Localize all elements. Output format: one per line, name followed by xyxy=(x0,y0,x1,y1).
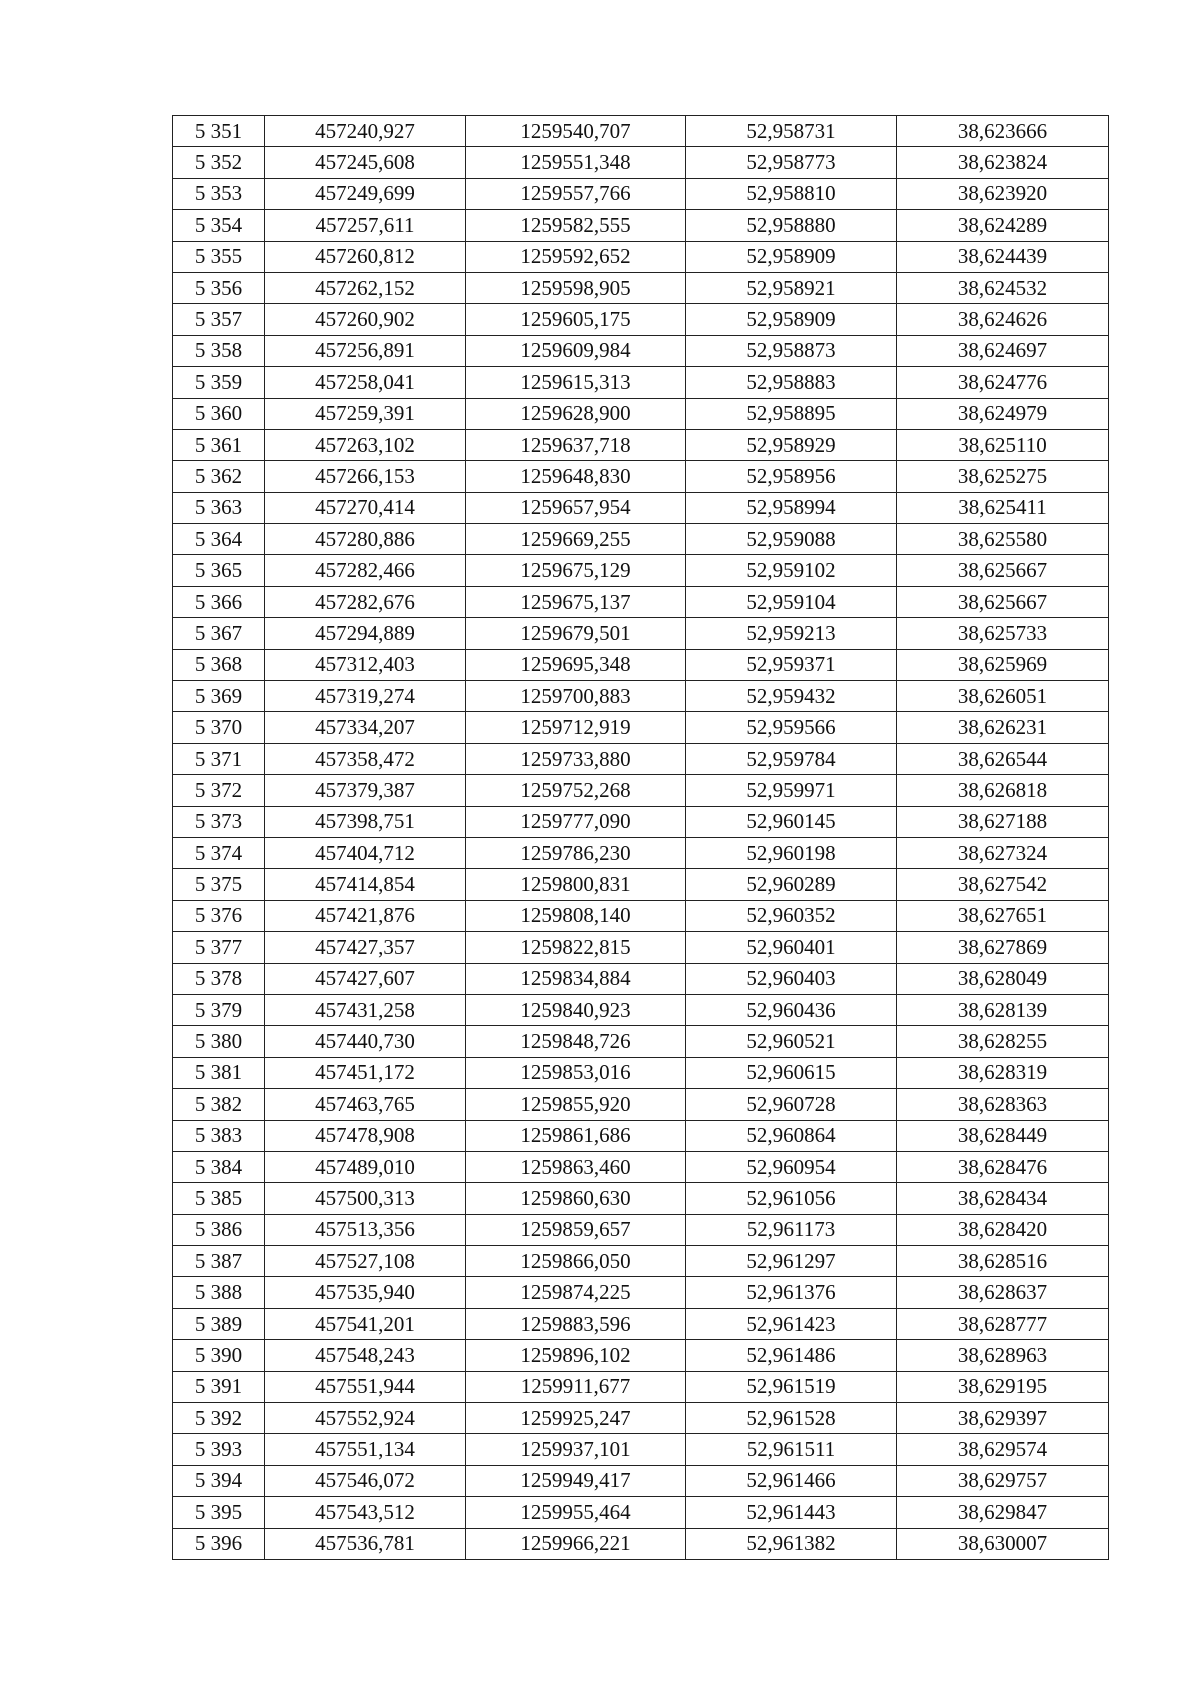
y-coordinate-cell: 1259834,884 xyxy=(466,963,686,994)
x-coordinate-cell: 457245,608 xyxy=(265,147,466,178)
longitude-cell: 38,630007 xyxy=(897,1528,1109,1559)
point-number-cell: 5 395 xyxy=(173,1497,265,1528)
point-number-cell: 5 362 xyxy=(173,461,265,492)
y-coordinate-cell: 1259615,313 xyxy=(466,367,686,398)
table-row xyxy=(173,1434,1109,1465)
y-coordinate-cell: 1259866,050 xyxy=(466,1246,686,1277)
longitude-cell: 38,623666 xyxy=(897,116,1109,147)
table-row xyxy=(173,681,1109,712)
longitude-cell: 38,628516 xyxy=(897,1246,1109,1277)
table-row xyxy=(173,555,1109,586)
y-coordinate-cell: 1259551,348 xyxy=(466,147,686,178)
point-number-cell: 5 388 xyxy=(173,1277,265,1308)
longitude-cell: 38,628434 xyxy=(897,1183,1109,1214)
latitude-cell: 52,959371 xyxy=(686,649,897,680)
longitude-cell: 38,626544 xyxy=(897,743,1109,774)
point-number-cell: 5 366 xyxy=(173,586,265,617)
y-coordinate-cell: 1259855,920 xyxy=(466,1089,686,1120)
y-coordinate-cell: 1259808,140 xyxy=(466,900,686,931)
table-row xyxy=(173,1465,1109,1496)
x-coordinate-cell: 457440,730 xyxy=(265,1026,466,1057)
latitude-cell: 52,961056 xyxy=(686,1183,897,1214)
latitude-cell: 52,958929 xyxy=(686,429,897,460)
table-row xyxy=(173,1120,1109,1151)
longitude-cell: 38,627651 xyxy=(897,900,1109,931)
latitude-cell: 52,958895 xyxy=(686,398,897,429)
table-row xyxy=(173,524,1109,555)
y-coordinate-cell: 1259557,766 xyxy=(466,178,686,209)
point-number-cell: 5 363 xyxy=(173,492,265,523)
y-coordinate-cell: 1259582,555 xyxy=(466,210,686,241)
y-coordinate-cell: 1259863,460 xyxy=(466,1151,686,1182)
y-coordinate-cell: 1259822,815 xyxy=(466,932,686,963)
table-row xyxy=(173,869,1109,900)
latitude-cell: 52,960403 xyxy=(686,963,897,994)
y-coordinate-cell: 1259861,686 xyxy=(466,1120,686,1151)
table-row xyxy=(173,806,1109,837)
latitude-cell: 52,960864 xyxy=(686,1120,897,1151)
x-coordinate-cell: 457263,102 xyxy=(265,429,466,460)
table-row xyxy=(173,649,1109,680)
y-coordinate-cell: 1259733,880 xyxy=(466,743,686,774)
table-row xyxy=(173,1371,1109,1402)
y-coordinate-cell: 1259679,501 xyxy=(466,618,686,649)
x-coordinate-cell: 457257,611 xyxy=(265,210,466,241)
point-number-cell: 5 367 xyxy=(173,618,265,649)
latitude-cell: 52,958921 xyxy=(686,272,897,303)
longitude-cell: 38,627188 xyxy=(897,806,1109,837)
x-coordinate-cell: 457551,134 xyxy=(265,1434,466,1465)
table-row xyxy=(173,367,1109,398)
x-coordinate-cell: 457427,357 xyxy=(265,932,466,963)
longitude-cell: 38,628476 xyxy=(897,1151,1109,1182)
point-number-cell: 5 351 xyxy=(173,116,265,147)
table-row xyxy=(173,775,1109,806)
y-coordinate-cell: 1259937,101 xyxy=(466,1434,686,1465)
x-coordinate-cell: 457256,891 xyxy=(265,335,466,366)
longitude-cell: 38,625110 xyxy=(897,429,1109,460)
longitude-cell: 38,625969 xyxy=(897,649,1109,680)
table-row xyxy=(173,1528,1109,1559)
x-coordinate-cell: 457280,886 xyxy=(265,524,466,555)
latitude-cell: 52,961466 xyxy=(686,1465,897,1496)
x-coordinate-cell: 457478,908 xyxy=(265,1120,466,1151)
table-row xyxy=(173,712,1109,743)
y-coordinate-cell: 1259628,900 xyxy=(466,398,686,429)
latitude-cell: 52,960401 xyxy=(686,932,897,963)
point-number-cell: 5 352 xyxy=(173,147,265,178)
latitude-cell: 52,958956 xyxy=(686,461,897,492)
latitude-cell: 52,958880 xyxy=(686,210,897,241)
point-number-cell: 5 393 xyxy=(173,1434,265,1465)
point-number-cell: 5 390 xyxy=(173,1340,265,1371)
latitude-cell: 52,961382 xyxy=(686,1528,897,1559)
x-coordinate-cell: 457541,201 xyxy=(265,1308,466,1339)
x-coordinate-cell: 457319,274 xyxy=(265,681,466,712)
y-coordinate-cell: 1259777,090 xyxy=(466,806,686,837)
latitude-cell: 52,958994 xyxy=(686,492,897,523)
table-row xyxy=(173,241,1109,272)
x-coordinate-cell: 457414,854 xyxy=(265,869,466,900)
y-coordinate-cell: 1259949,417 xyxy=(466,1465,686,1496)
latitude-cell: 52,961297 xyxy=(686,1246,897,1277)
latitude-cell: 52,960728 xyxy=(686,1089,897,1120)
longitude-cell: 38,628255 xyxy=(897,1026,1109,1057)
longitude-cell: 38,629574 xyxy=(897,1434,1109,1465)
table-row xyxy=(173,1057,1109,1088)
x-coordinate-cell: 457535,940 xyxy=(265,1277,466,1308)
point-number-cell: 5 386 xyxy=(173,1214,265,1245)
longitude-cell: 38,627542 xyxy=(897,869,1109,900)
x-coordinate-cell: 457334,207 xyxy=(265,712,466,743)
longitude-cell: 38,627324 xyxy=(897,837,1109,868)
table-row xyxy=(173,1246,1109,1277)
point-number-cell: 5 375 xyxy=(173,869,265,900)
point-number-cell: 5 353 xyxy=(173,178,265,209)
x-coordinate-cell: 457421,876 xyxy=(265,900,466,931)
x-coordinate-cell: 457404,712 xyxy=(265,837,466,868)
longitude-cell: 38,628420 xyxy=(897,1214,1109,1245)
point-number-cell: 5 396 xyxy=(173,1528,265,1559)
table-row xyxy=(173,1214,1109,1245)
table-row xyxy=(173,429,1109,460)
y-coordinate-cell: 1259911,677 xyxy=(466,1371,686,1402)
y-coordinate-cell: 1259883,596 xyxy=(466,1308,686,1339)
latitude-cell: 52,960954 xyxy=(686,1151,897,1182)
point-number-cell: 5 365 xyxy=(173,555,265,586)
x-coordinate-cell: 457249,699 xyxy=(265,178,466,209)
latitude-cell: 52,958873 xyxy=(686,335,897,366)
table-row xyxy=(173,116,1109,147)
x-coordinate-cell: 457312,403 xyxy=(265,649,466,680)
point-number-cell: 5 360 xyxy=(173,398,265,429)
longitude-cell: 38,625667 xyxy=(897,555,1109,586)
longitude-cell: 38,624626 xyxy=(897,304,1109,335)
longitude-cell: 38,624289 xyxy=(897,210,1109,241)
latitude-cell: 52,959213 xyxy=(686,618,897,649)
point-number-cell: 5 357 xyxy=(173,304,265,335)
point-number-cell: 5 376 xyxy=(173,900,265,931)
latitude-cell: 52,961486 xyxy=(686,1340,897,1371)
longitude-cell: 38,626818 xyxy=(897,775,1109,806)
x-coordinate-cell: 457260,812 xyxy=(265,241,466,272)
x-coordinate-cell: 457489,010 xyxy=(265,1151,466,1182)
point-number-cell: 5 394 xyxy=(173,1465,265,1496)
longitude-cell: 38,629757 xyxy=(897,1465,1109,1496)
coordinates-table xyxy=(172,115,1109,1560)
y-coordinate-cell: 1259540,707 xyxy=(466,116,686,147)
table-row xyxy=(173,1151,1109,1182)
y-coordinate-cell: 1259657,954 xyxy=(466,492,686,523)
point-number-cell: 5 384 xyxy=(173,1151,265,1182)
longitude-cell: 38,625733 xyxy=(897,618,1109,649)
point-number-cell: 5 391 xyxy=(173,1371,265,1402)
x-coordinate-cell: 457259,391 xyxy=(265,398,466,429)
y-coordinate-cell: 1259605,175 xyxy=(466,304,686,335)
y-coordinate-cell: 1259800,831 xyxy=(466,869,686,900)
y-coordinate-cell: 1259675,137 xyxy=(466,586,686,617)
x-coordinate-cell: 457398,751 xyxy=(265,806,466,837)
longitude-cell: 38,624979 xyxy=(897,398,1109,429)
longitude-cell: 38,624776 xyxy=(897,367,1109,398)
y-coordinate-cell: 1259700,883 xyxy=(466,681,686,712)
x-coordinate-cell: 457463,765 xyxy=(265,1089,466,1120)
point-number-cell: 5 361 xyxy=(173,429,265,460)
latitude-cell: 52,958883 xyxy=(686,367,897,398)
table-row xyxy=(173,837,1109,868)
longitude-cell: 38,624439 xyxy=(897,241,1109,272)
y-coordinate-cell: 1259712,919 xyxy=(466,712,686,743)
y-coordinate-cell: 1259609,984 xyxy=(466,335,686,366)
longitude-cell: 38,628777 xyxy=(897,1308,1109,1339)
latitude-cell: 52,958810 xyxy=(686,178,897,209)
y-coordinate-cell: 1259860,630 xyxy=(466,1183,686,1214)
latitude-cell: 52,960615 xyxy=(686,1057,897,1088)
y-coordinate-cell: 1259669,255 xyxy=(466,524,686,555)
latitude-cell: 52,959971 xyxy=(686,775,897,806)
latitude-cell: 52,961443 xyxy=(686,1497,897,1528)
longitude-cell: 38,624532 xyxy=(897,272,1109,303)
longitude-cell: 38,629195 xyxy=(897,1371,1109,1402)
x-coordinate-cell: 457551,944 xyxy=(265,1371,466,1402)
latitude-cell: 52,960145 xyxy=(686,806,897,837)
longitude-cell: 38,625275 xyxy=(897,461,1109,492)
table-row xyxy=(173,398,1109,429)
table-row xyxy=(173,586,1109,617)
table-row xyxy=(173,147,1109,178)
point-number-cell: 5 369 xyxy=(173,681,265,712)
latitude-cell: 52,961173 xyxy=(686,1214,897,1245)
latitude-cell: 52,960436 xyxy=(686,994,897,1025)
latitude-cell: 52,959566 xyxy=(686,712,897,743)
point-number-cell: 5 382 xyxy=(173,1089,265,1120)
point-number-cell: 5 358 xyxy=(173,335,265,366)
longitude-cell: 38,628139 xyxy=(897,994,1109,1025)
y-coordinate-cell: 1259925,247 xyxy=(466,1403,686,1434)
point-number-cell: 5 364 xyxy=(173,524,265,555)
latitude-cell: 52,961528 xyxy=(686,1403,897,1434)
y-coordinate-cell: 1259598,905 xyxy=(466,272,686,303)
point-number-cell: 5 385 xyxy=(173,1183,265,1214)
latitude-cell: 52,961511 xyxy=(686,1434,897,1465)
x-coordinate-cell: 457513,356 xyxy=(265,1214,466,1245)
point-number-cell: 5 370 xyxy=(173,712,265,743)
y-coordinate-cell: 1259675,129 xyxy=(466,555,686,586)
point-number-cell: 5 373 xyxy=(173,806,265,837)
table-row xyxy=(173,178,1109,209)
latitude-cell: 52,959104 xyxy=(686,586,897,617)
longitude-cell: 38,628319 xyxy=(897,1057,1109,1088)
x-coordinate-cell: 457270,414 xyxy=(265,492,466,523)
table-row xyxy=(173,1497,1109,1528)
latitude-cell: 52,959102 xyxy=(686,555,897,586)
point-number-cell: 5 368 xyxy=(173,649,265,680)
longitude-cell: 38,627869 xyxy=(897,932,1109,963)
point-number-cell: 5 383 xyxy=(173,1120,265,1151)
point-number-cell: 5 372 xyxy=(173,775,265,806)
x-coordinate-cell: 457282,466 xyxy=(265,555,466,586)
latitude-cell: 52,958909 xyxy=(686,241,897,272)
x-coordinate-cell: 457552,924 xyxy=(265,1403,466,1434)
table-row xyxy=(173,304,1109,335)
longitude-cell: 38,628363 xyxy=(897,1089,1109,1120)
x-coordinate-cell: 457431,258 xyxy=(265,994,466,1025)
latitude-cell: 52,960521 xyxy=(686,1026,897,1057)
y-coordinate-cell: 1259648,830 xyxy=(466,461,686,492)
y-coordinate-cell: 1259966,221 xyxy=(466,1528,686,1559)
longitude-cell: 38,629397 xyxy=(897,1403,1109,1434)
longitude-cell: 38,625411 xyxy=(897,492,1109,523)
y-coordinate-cell: 1259695,348 xyxy=(466,649,686,680)
latitude-cell: 52,959432 xyxy=(686,681,897,712)
longitude-cell: 38,623920 xyxy=(897,178,1109,209)
longitude-cell: 38,628049 xyxy=(897,963,1109,994)
table-row xyxy=(173,1403,1109,1434)
y-coordinate-cell: 1259840,923 xyxy=(466,994,686,1025)
table-row xyxy=(173,618,1109,649)
y-coordinate-cell: 1259955,464 xyxy=(466,1497,686,1528)
point-number-cell: 5 354 xyxy=(173,210,265,241)
point-number-cell: 5 371 xyxy=(173,743,265,774)
x-coordinate-cell: 457379,387 xyxy=(265,775,466,806)
latitude-cell: 52,958773 xyxy=(686,147,897,178)
point-number-cell: 5 379 xyxy=(173,994,265,1025)
x-coordinate-cell: 457451,172 xyxy=(265,1057,466,1088)
latitude-cell: 52,958731 xyxy=(686,116,897,147)
latitude-cell: 52,960289 xyxy=(686,869,897,900)
table-row xyxy=(173,461,1109,492)
point-number-cell: 5 378 xyxy=(173,963,265,994)
point-number-cell: 5 381 xyxy=(173,1057,265,1088)
x-coordinate-cell: 457258,041 xyxy=(265,367,466,398)
table-row xyxy=(173,994,1109,1025)
y-coordinate-cell: 1259859,657 xyxy=(466,1214,686,1245)
y-coordinate-cell: 1259874,225 xyxy=(466,1277,686,1308)
point-number-cell: 5 359 xyxy=(173,367,265,398)
x-coordinate-cell: 457546,072 xyxy=(265,1465,466,1496)
latitude-cell: 52,958909 xyxy=(686,304,897,335)
longitude-cell: 38,628963 xyxy=(897,1340,1109,1371)
table-row xyxy=(173,932,1109,963)
y-coordinate-cell: 1259592,652 xyxy=(466,241,686,272)
longitude-cell: 38,624697 xyxy=(897,335,1109,366)
point-number-cell: 5 377 xyxy=(173,932,265,963)
point-number-cell: 5 387 xyxy=(173,1246,265,1277)
table-row xyxy=(173,210,1109,241)
coordinates-table-body xyxy=(173,116,1109,1560)
x-coordinate-cell: 457358,472 xyxy=(265,743,466,774)
y-coordinate-cell: 1259752,268 xyxy=(466,775,686,806)
longitude-cell: 38,625580 xyxy=(897,524,1109,555)
x-coordinate-cell: 457427,607 xyxy=(265,963,466,994)
table-row xyxy=(173,1277,1109,1308)
table-row xyxy=(173,743,1109,774)
point-number-cell: 5 380 xyxy=(173,1026,265,1057)
point-number-cell: 5 374 xyxy=(173,837,265,868)
point-number-cell: 5 355 xyxy=(173,241,265,272)
table-row xyxy=(173,1183,1109,1214)
y-coordinate-cell: 1259786,230 xyxy=(466,837,686,868)
table-row xyxy=(173,900,1109,931)
table-row xyxy=(173,1340,1109,1371)
x-coordinate-cell: 457282,676 xyxy=(265,586,466,617)
longitude-cell: 38,628637 xyxy=(897,1277,1109,1308)
x-coordinate-cell: 457543,512 xyxy=(265,1497,466,1528)
point-number-cell: 5 392 xyxy=(173,1403,265,1434)
x-coordinate-cell: 457548,243 xyxy=(265,1340,466,1371)
longitude-cell: 38,626051 xyxy=(897,681,1109,712)
point-number-cell: 5 389 xyxy=(173,1308,265,1339)
table-row xyxy=(173,963,1109,994)
table-row xyxy=(173,335,1109,366)
table-row xyxy=(173,1026,1109,1057)
latitude-cell: 52,959088 xyxy=(686,524,897,555)
longitude-cell: 38,623824 xyxy=(897,147,1109,178)
x-coordinate-cell: 457500,313 xyxy=(265,1183,466,1214)
table-row xyxy=(173,272,1109,303)
x-coordinate-cell: 457262,152 xyxy=(265,272,466,303)
latitude-cell: 52,959784 xyxy=(686,743,897,774)
latitude-cell: 52,960198 xyxy=(686,837,897,868)
x-coordinate-cell: 457240,927 xyxy=(265,116,466,147)
y-coordinate-cell: 1259848,726 xyxy=(466,1026,686,1057)
latitude-cell: 52,961376 xyxy=(686,1277,897,1308)
x-coordinate-cell: 457266,153 xyxy=(265,461,466,492)
longitude-cell: 38,628449 xyxy=(897,1120,1109,1151)
x-coordinate-cell: 457536,781 xyxy=(265,1528,466,1559)
x-coordinate-cell: 457260,902 xyxy=(265,304,466,335)
table-row xyxy=(173,1089,1109,1120)
x-coordinate-cell: 457527,108 xyxy=(265,1246,466,1277)
longitude-cell: 38,625667 xyxy=(897,586,1109,617)
latitude-cell: 52,960352 xyxy=(686,900,897,931)
latitude-cell: 52,961423 xyxy=(686,1308,897,1339)
latitude-cell: 52,961519 xyxy=(686,1371,897,1402)
x-coordinate-cell: 457294,889 xyxy=(265,618,466,649)
point-number-cell: 5 356 xyxy=(173,272,265,303)
table-row xyxy=(173,492,1109,523)
longitude-cell: 38,626231 xyxy=(897,712,1109,743)
y-coordinate-cell: 1259853,016 xyxy=(466,1057,686,1088)
y-coordinate-cell: 1259637,718 xyxy=(466,429,686,460)
table-row xyxy=(173,1308,1109,1339)
longitude-cell: 38,629847 xyxy=(897,1497,1109,1528)
y-coordinate-cell: 1259896,102 xyxy=(466,1340,686,1371)
